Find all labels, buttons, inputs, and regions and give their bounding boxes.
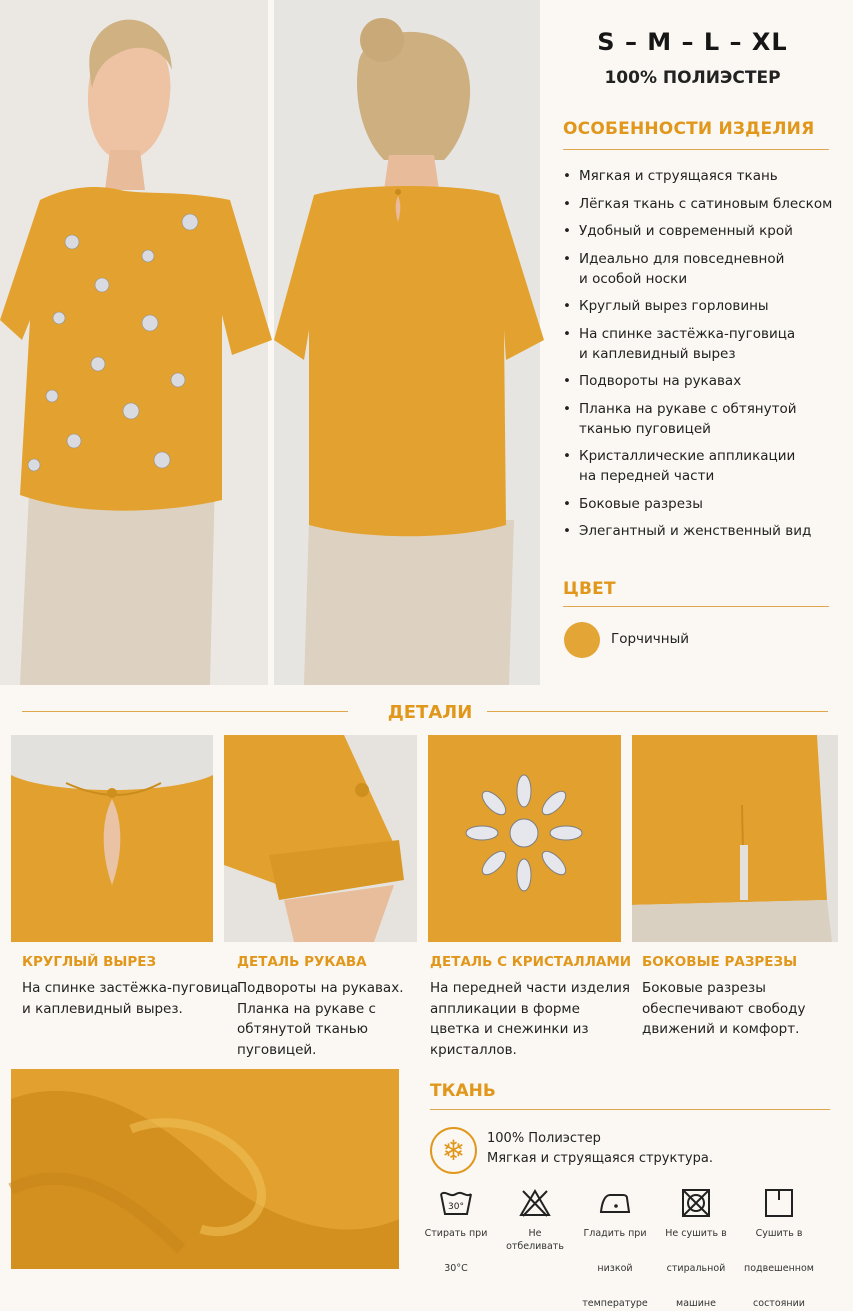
no-bleach-icon — [518, 1188, 552, 1218]
care-wash-30 — [421, 1188, 491, 1276]
care-iron-low — [580, 1188, 650, 1311]
fabric-divider — [430, 1109, 830, 1110]
feature-item: • Мягкая и струящаяся ткань — [563, 166, 843, 186]
feature-item: • Кристаллические аппликации на передней части — [563, 446, 843, 486]
sleeve-illustration — [224, 735, 417, 942]
feature-item: • Идеально для повседневной и особой носки — [563, 249, 843, 289]
care-label: Стирать при 30°C — [424, 1228, 488, 1274]
color-title: ЦВЕТ — [563, 579, 616, 599]
care-label: Не сушить в стиральной машине — [665, 1228, 727, 1309]
features-divider — [563, 149, 829, 150]
detail-text-neckline: На спинке застёжка-пуговица и каплевидный вырез. — [22, 980, 239, 1017]
detail-photo-side-slit — [632, 735, 838, 942]
feature-item: • Планка на рукаве с обтянутой тканью пуговицей — [563, 399, 843, 439]
care-no-bleach — [500, 1188, 570, 1253]
feature-item: • Лёгкая ткань с сатиновым блеском — [563, 194, 843, 214]
iron-low-icon — [598, 1188, 632, 1218]
front-model-photo — [0, 0, 268, 685]
details-divider-left — [22, 711, 348, 712]
details-divider-right — [487, 711, 828, 712]
wash-temperature: 30° — [448, 1202, 464, 1212]
crystal-brooch-illustration — [428, 735, 621, 942]
color-swatch — [564, 622, 600, 658]
feature-item: • Круглый вырез горловины — [563, 296, 843, 316]
feature-item: • Подвороты на рукавах — [563, 371, 843, 391]
features-title: ОСОБЕННОСТИ ИЗДЕЛИЯ — [563, 119, 815, 139]
material-label: 100% ПОЛИЭСТЕР — [604, 68, 781, 88]
size-range: S – M – L – XL — [597, 28, 788, 56]
detail-title-side-slits: БОКОВЫЕ РАЗРЕЗЫ — [642, 954, 798, 970]
detail-title-neckline: КРУГЛЫЙ ВЫРЕЗ — [22, 954, 157, 970]
detail-text-side-slits: Боковые разрезы обеспечивают свободу движений и комфорт. — [642, 980, 806, 1037]
fabric-title: ТКАНЬ — [430, 1081, 496, 1101]
color-divider — [563, 606, 829, 607]
detail-text-sleeve: Подвороты на рукавах. Планка на рукаве с обтянутой тканью пуговицей. — [237, 980, 404, 1058]
color-name: Горчичный — [611, 631, 690, 647]
detail-title-sleeve: ДЕТАЛЬ РУКАВА — [237, 954, 367, 970]
detail-text-crystals: На передней части изделия аппликации в форме цветка и снежинки из кристаллов. — [430, 980, 630, 1058]
no-tumble-dry-icon — [679, 1188, 713, 1218]
features-list — [563, 166, 843, 549]
fabric-drape-illustration — [11, 1069, 399, 1269]
care-label: Сушить в подвешенном состоянии — [744, 1228, 814, 1309]
detail-photo-crystals — [428, 735, 621, 942]
detail-title-crystals: ДЕТАЛЬ С КРИСТАЛЛАМИ — [430, 954, 632, 970]
care-no-tumble-dry — [661, 1188, 731, 1311]
care-line-dry — [744, 1188, 814, 1311]
care-label: Не отбеливать — [506, 1228, 564, 1252]
detail-photo-neckline — [11, 735, 213, 942]
neckline-illustration — [11, 735, 213, 942]
feature-item: • Удобный и современный крой — [563, 221, 843, 241]
feature-item: • Боковые разрезы — [563, 494, 843, 514]
fabric-photo — [11, 1069, 399, 1269]
feature-item: • На спинке застёжка-пуговица и каплевидный вырез — [563, 324, 843, 364]
details-title: ДЕТАЛИ — [387, 702, 473, 723]
side-slit-illustration — [632, 735, 838, 942]
feature-item: • Элегантный и женственный вид — [563, 521, 843, 541]
detail-photo-sleeve — [224, 735, 417, 942]
wash-30-icon — [439, 1188, 473, 1218]
back-model-illustration — [274, 0, 540, 685]
front-model-illustration — [0, 0, 268, 685]
line-dry-icon — [762, 1188, 796, 1218]
back-model-photo — [274, 0, 540, 685]
care-label: Гладить при низкой температуре — [582, 1228, 648, 1309]
fabric-composition: 100% Полиэстер — [487, 1131, 601, 1146]
snowflake-icon: ❄ — [430, 1127, 477, 1174]
fabric-structure: Мягкая и струящаяся структура. — [487, 1151, 713, 1166]
